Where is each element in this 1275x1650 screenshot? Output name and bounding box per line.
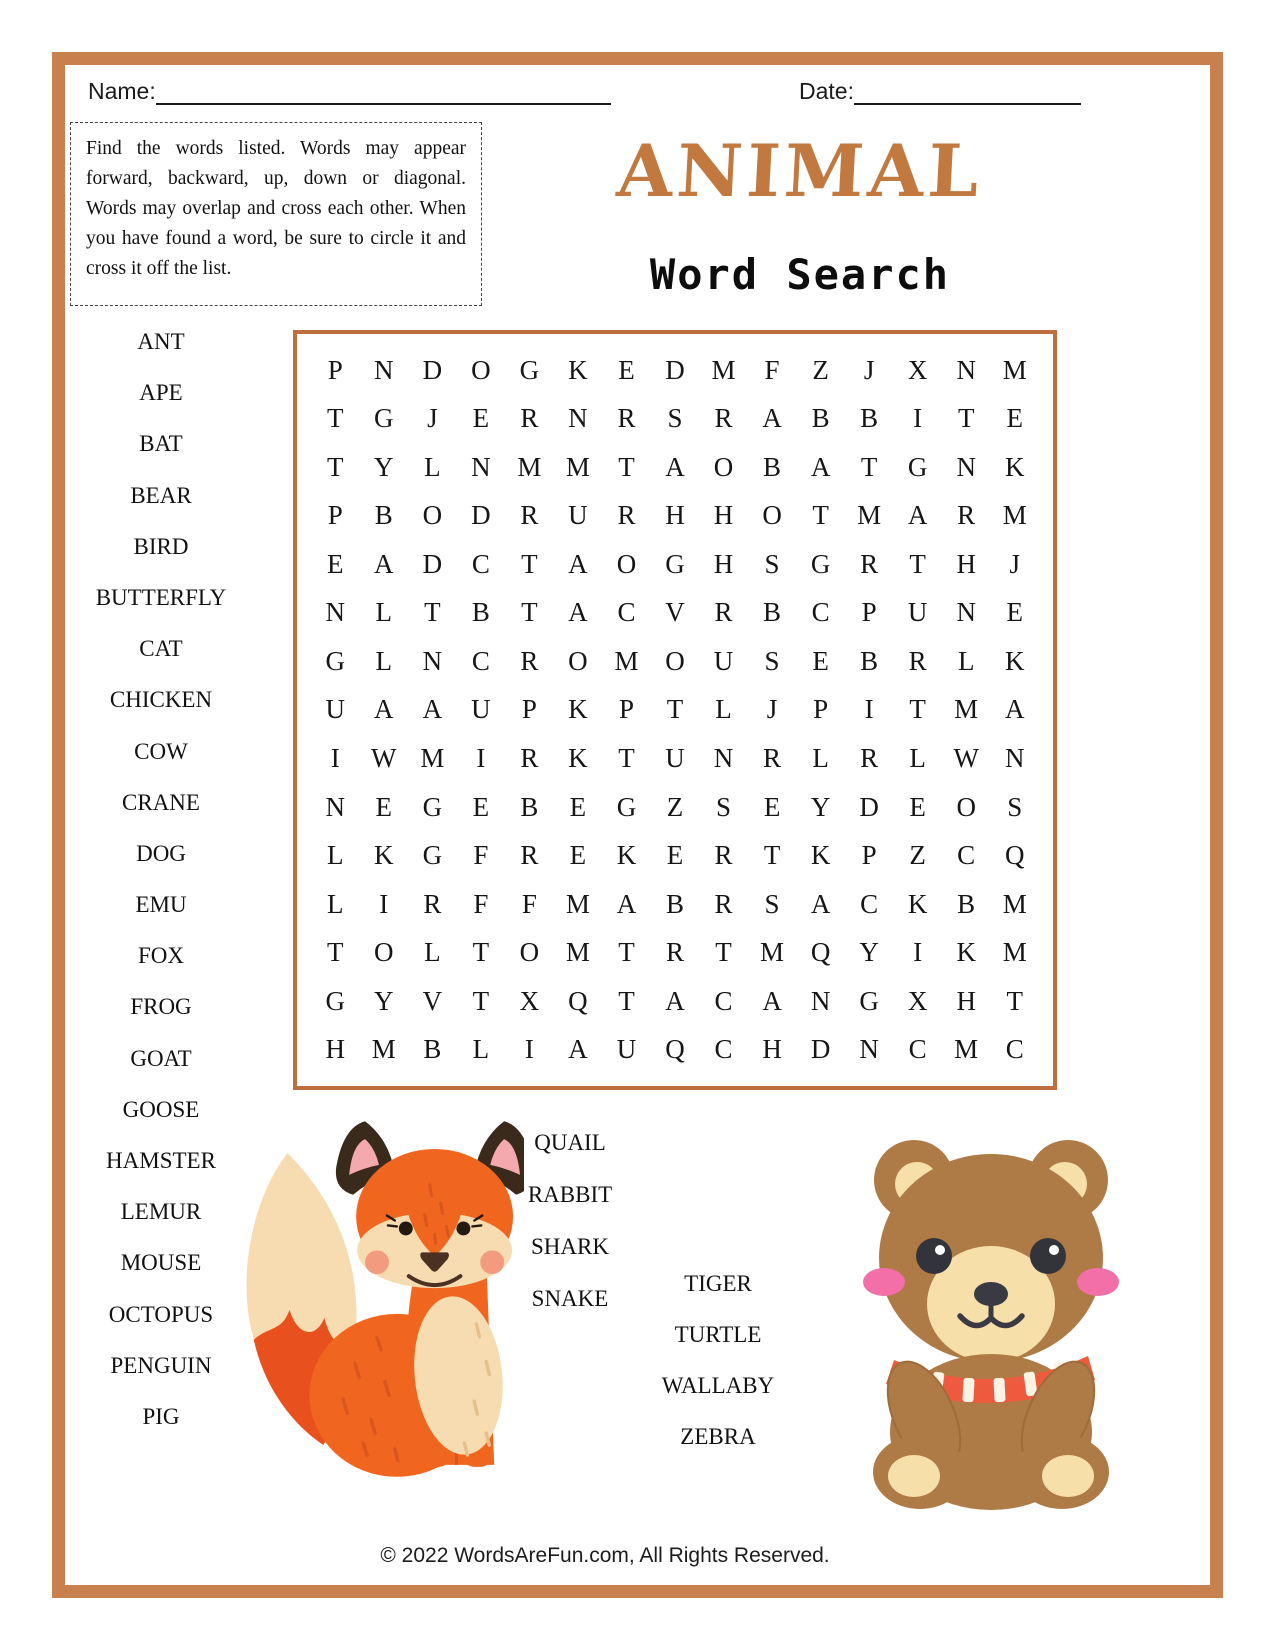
grid-letter: L [715, 694, 732, 725]
grid-letter: G [325, 645, 346, 676]
name-field-row [88, 78, 611, 105]
grid-letter: T [472, 985, 490, 1016]
word-list-item: OCTOPUS [108, 1301, 214, 1327]
grid-letter: T [424, 597, 441, 628]
grid-letter: T [327, 403, 344, 434]
grid-letter: C [714, 1034, 733, 1065]
word-list-item: CAT [139, 636, 183, 662]
grid-letter: M [711, 354, 736, 385]
grid-letter: K [810, 840, 831, 871]
grid-letter: D [422, 354, 443, 385]
grid-letter: H [713, 548, 734, 579]
grid-letter: N [568, 403, 588, 434]
word-list-item: BAT [139, 431, 183, 457]
title-block [590, 128, 1010, 299]
grid-letter: R [520, 403, 539, 434]
word-list-item: DOG [136, 840, 186, 866]
grid-letter: U [471, 694, 491, 725]
grid-letter: B [811, 403, 830, 434]
grid-letter: E [618, 354, 635, 385]
grid-letter: N [956, 354, 976, 385]
grid-letter: N [1004, 743, 1025, 774]
grid-letter: R [908, 645, 927, 676]
bear-illustration [832, 1110, 1150, 1512]
grid-letter: A [907, 500, 928, 531]
grid-letter: T [666, 694, 684, 725]
grid-letter: E [812, 645, 829, 676]
grid-letter: R [714, 888, 733, 919]
grid-letter: B [374, 500, 393, 531]
grid-letter: Z [909, 840, 926, 871]
grid-letter: U [665, 743, 685, 774]
grid-letter: M [1002, 937, 1027, 968]
grid-letter: A [374, 694, 394, 725]
grid-letter: E [375, 791, 393, 822]
date-label: Date: [799, 78, 854, 104]
grid-letter: E [472, 791, 490, 822]
grid-letter: D [471, 500, 491, 531]
grid-letter: J [1009, 548, 1020, 579]
grid-letter: U [907, 597, 928, 628]
word-list-item: CRANE [122, 789, 200, 815]
grid-letter: X [907, 354, 928, 385]
grid-letter: O [713, 451, 734, 482]
word-list-item: COW [134, 738, 188, 764]
word-list-item: BEAR [130, 482, 192, 508]
grid-letter: O [616, 548, 637, 579]
grid-letter: Y [810, 791, 831, 822]
grid-letter: M [565, 888, 590, 919]
word-list-item: BIRD [133, 533, 189, 559]
grid-letter: T [957, 403, 975, 434]
grid-letter: U [713, 645, 734, 676]
grid-letter: C [908, 1034, 927, 1065]
grid-letter: S [764, 645, 780, 676]
grid-letter: L [424, 937, 441, 968]
grid-letter: G [519, 354, 540, 385]
grid-letter: D [859, 791, 879, 822]
grid-letter: B [763, 597, 782, 628]
date-blank-line [854, 81, 1081, 105]
grid-letter: B [423, 1034, 442, 1065]
grid-letter: K [568, 694, 588, 725]
grid-letter: O [568, 645, 588, 676]
grid-letter: M [565, 451, 590, 482]
fox-illustration [226, 1112, 524, 1486]
grid-letter: Q [1004, 840, 1025, 871]
word-list-item: EMU [135, 892, 187, 918]
grid-letter: T [860, 451, 878, 482]
word-list-item: FOX [137, 943, 184, 969]
grid-letter: H [956, 548, 976, 579]
grid-letter: N [422, 645, 443, 676]
grid-letter: T [909, 548, 926, 579]
grid-letter: T [472, 937, 490, 968]
grid-letter: G [907, 451, 928, 482]
grid-letter: H [956, 985, 976, 1016]
grid-letter: G [859, 985, 879, 1016]
grid-letter: N [810, 985, 831, 1016]
grid-letter: E [909, 791, 926, 822]
grid-letter: B [957, 888, 976, 919]
grid-letter: F [764, 354, 780, 385]
grid-letter: P [521, 694, 537, 725]
grid-letter: P [861, 597, 877, 628]
name-blank-line [156, 81, 611, 105]
page-title-theme: ANIMAL [615, 128, 986, 213]
grid-letter: N [713, 743, 734, 774]
grid-letter: F [473, 888, 489, 919]
grid-letter: G [810, 548, 831, 579]
grid-letter: R [665, 937, 684, 968]
grid-letter: R [714, 403, 733, 434]
grid-letter: E [569, 791, 587, 822]
grid-letter: E [327, 548, 344, 579]
grid-letter: Y [374, 451, 394, 482]
grid-letter: E [472, 403, 490, 434]
grid-letter: R [617, 500, 636, 531]
grid-letter: A [810, 888, 831, 919]
grid-letter: W [953, 743, 979, 774]
grid-letter: R [617, 403, 636, 434]
grid-letter: Q [665, 1034, 685, 1065]
grid-letter: L [909, 743, 926, 774]
grid-letter: A [665, 451, 685, 482]
grid-letter: L [375, 645, 393, 676]
word-list-item: SNAKE [531, 1286, 609, 1311]
grid-letter: A [568, 548, 588, 579]
grid-letter: R [860, 743, 879, 774]
grid-letter: O [374, 937, 394, 968]
grid-letter: T [327, 451, 344, 482]
grid-letter: T [618, 451, 635, 482]
grid-letter: U [568, 500, 588, 531]
grid-letter: M [954, 694, 979, 725]
grid-letter: O [519, 937, 540, 968]
grid-letter: S [764, 888, 780, 919]
grid-letter: R [520, 743, 539, 774]
grid-letter: Q [810, 937, 831, 968]
grid-letter: T [618, 985, 635, 1016]
grid-letter: U [325, 694, 346, 725]
grid-letter: O [956, 791, 976, 822]
word-list-item: ZEBRA [680, 1424, 756, 1449]
grid-letter: R [520, 500, 539, 531]
grid-letter: T [715, 937, 732, 968]
grid-letter: E [569, 840, 587, 871]
grid-letter: V [422, 985, 443, 1016]
grid-letter: C [617, 597, 636, 628]
grid-letter: E [1006, 597, 1023, 628]
grid-letter: M [565, 937, 590, 968]
grid-letter: A [374, 548, 394, 579]
grid-letter: V [665, 597, 685, 628]
grid-letter: B [860, 645, 879, 676]
word-list-item: MOUSE [120, 1250, 202, 1276]
grid-letter: M [954, 1034, 979, 1065]
grid-letter: L [812, 743, 829, 774]
word-list-item: TURTLE [674, 1322, 762, 1347]
word-list-item: RABBIT [527, 1182, 613, 1207]
grid-letter: J [766, 694, 778, 725]
grid-letter: I [524, 1034, 534, 1065]
grid-letter: P [618, 694, 634, 725]
word-list-item: GOAT [130, 1045, 192, 1071]
grid-letter: J [863, 354, 875, 385]
grid-letter: K [1004, 451, 1025, 482]
grid-letter: M [420, 743, 445, 774]
grid-letter: S [1007, 791, 1023, 822]
grid-letter: L [375, 597, 393, 628]
grid-letter: B [763, 451, 782, 482]
grid-letter: A [616, 888, 637, 919]
grid-letter: R [520, 645, 539, 676]
grid-letter: T [521, 548, 538, 579]
grid-letter: R [423, 888, 442, 919]
grid-letter: H [762, 1034, 782, 1065]
grid-letter: S [716, 791, 732, 822]
grid-letter: I [913, 403, 923, 434]
grid-letter: A [762, 985, 782, 1016]
grid-letter: G [422, 840, 443, 871]
grid-letter: M [760, 937, 785, 968]
grid-letter: D [422, 548, 443, 579]
word-list-item: CHICKEN [109, 687, 213, 713]
grid-letter: M [1002, 354, 1027, 385]
grid-letter: A [810, 451, 831, 482]
grid-letter: I [476, 743, 486, 774]
grid-letter: O [762, 500, 782, 531]
grid-letter: O [422, 500, 443, 531]
grid-letter: A [422, 694, 443, 725]
grid-letter: L [424, 451, 441, 482]
word-list-item: SHARK [531, 1234, 609, 1259]
grid-letter: T [618, 743, 635, 774]
grid-letter: S [764, 548, 780, 579]
grid-letter: T [618, 937, 635, 968]
grid-letter: W [371, 743, 397, 774]
grid-letter: A [1004, 694, 1025, 725]
grid-letter: U [616, 1034, 637, 1065]
grid-letter: Y [374, 985, 394, 1016]
grid-letter: T [812, 500, 829, 531]
grid-letter: C [471, 548, 490, 579]
grid-letter: M [517, 451, 542, 482]
grid-letter: O [471, 354, 491, 385]
grid-letter: K [956, 937, 976, 968]
grid-letter: N [859, 1034, 879, 1065]
grid-letter: R [860, 548, 879, 579]
grid-letter: K [616, 840, 637, 871]
grid-letter: N [325, 597, 346, 628]
grid-letter: T [909, 694, 926, 725]
grid-letter: Z [812, 354, 829, 385]
grid-letter: L [327, 888, 344, 919]
grid-letter: M [1002, 888, 1027, 919]
grid-letter: C [811, 597, 830, 628]
grid-letter: L [327, 840, 344, 871]
grid-letter: N [956, 597, 976, 628]
grid-letter: C [714, 985, 733, 1016]
word-list-item: QUAIL [534, 1130, 606, 1155]
grid-letter: C [1005, 1034, 1024, 1065]
grid-letter: A [568, 1034, 588, 1065]
grid-letter: N [471, 451, 491, 482]
grid-letter: S [667, 403, 683, 434]
word-list-item: PENGUIN [110, 1352, 212, 1378]
grid-letter: G [325, 985, 346, 1016]
grid-letter: M [1002, 500, 1027, 531]
grid-letter: I [379, 888, 389, 919]
grid-letter: X [519, 985, 540, 1016]
grid-letter: K [568, 743, 588, 774]
grid-letter: N [956, 451, 976, 482]
grid-letter: B [665, 888, 684, 919]
grid-letter: I [330, 743, 340, 774]
grid-letter: T [521, 597, 538, 628]
grid-letter: A [665, 985, 685, 1016]
name-label: Name: [88, 78, 156, 104]
grid-letter: B [520, 791, 539, 822]
grid-letter: G [374, 403, 394, 434]
page-title-type: Word Search [649, 250, 951, 299]
grid-letter: M [614, 645, 639, 676]
grid-letter: B [860, 403, 879, 434]
grid-letter: A [762, 403, 782, 434]
grid-letter: P [327, 500, 343, 531]
word-list-item: HAMSTER [106, 1148, 216, 1173]
grid-letter: F [521, 888, 537, 919]
grid-letter: K [1004, 645, 1025, 676]
grid-letter: G [422, 791, 443, 822]
word-list-item: FROG [130, 994, 192, 1020]
grid-letter: C [957, 840, 976, 871]
grid-letter: A [568, 597, 588, 628]
grid-letter: O [665, 645, 685, 676]
grid-letter: G [616, 791, 637, 822]
grid-letter: R [957, 500, 976, 531]
grid-letter: K [907, 888, 928, 919]
grid-letter: E [1006, 403, 1023, 434]
grid-letter: R [714, 840, 733, 871]
grid-letter: P [327, 354, 343, 385]
grid-letter: D [665, 354, 685, 385]
instructions-box: Find the words listed. Words may appear forward, backward, up, down or diagonal. Words may overlap and cross each other. When you have found a word, be sure to circle it and cross it off the list. [70, 122, 482, 306]
grid-letter: K [374, 840, 394, 871]
grid-letter: M [371, 1034, 396, 1065]
word-list-item: ANT [137, 329, 185, 354]
grid-letter: E [763, 791, 781, 822]
grid-letter: Z [666, 791, 684, 822]
word-list-item: TIGER [684, 1271, 752, 1296]
grid-letter: T [763, 840, 781, 871]
copyright-text: © 2022 WordsAreFun.com, All Rights Reserved. [380, 1544, 830, 1567]
grid-letter: E [666, 840, 684, 871]
grid-letter: X [907, 985, 928, 1016]
word-list-item: PIG [142, 1403, 180, 1429]
letter-grid [293, 330, 1057, 1090]
grid-letter: T [327, 937, 344, 968]
word-list-item: LEMUR [120, 1199, 202, 1225]
grid-letter: R [714, 597, 733, 628]
word-list-item: BUTTERFLY [95, 584, 227, 610]
grid-letter: L [472, 1034, 490, 1065]
grid-letter: H [325, 1034, 346, 1065]
grid-letter: I [913, 937, 923, 968]
word-list-item: WALLABY [661, 1373, 775, 1398]
grid-letter: P [813, 694, 829, 725]
grid-letter: D [810, 1034, 831, 1065]
grid-letter: F [473, 840, 489, 871]
grid-letter: Q [568, 985, 588, 1016]
word-list-right [632, 1258, 804, 1462]
grid-letter: N [325, 791, 346, 822]
grid-letter: M [857, 500, 882, 531]
grid-letter: L [957, 645, 975, 676]
date-field-row [799, 78, 1081, 105]
grid-letter: H [713, 500, 734, 531]
grid-letter: T [1006, 985, 1023, 1016]
word-list-item: GOOSE [122, 1096, 200, 1122]
grid-letter: R [520, 840, 539, 871]
grid-letter: B [471, 597, 490, 628]
grid-letter: N [374, 354, 394, 385]
word-list-item: APE [139, 380, 183, 406]
grid-letter: K [568, 354, 588, 385]
grid-letter: C [471, 645, 490, 676]
grid-letter: H [665, 500, 685, 531]
grid-letter: P [861, 840, 877, 871]
grid-letter: J [427, 403, 438, 434]
grid-letter: Y [859, 937, 879, 968]
grid-letter: I [864, 694, 874, 725]
grid-letter: R [763, 743, 782, 774]
grid-letter: C [860, 888, 879, 919]
grid-letter: G [665, 548, 685, 579]
